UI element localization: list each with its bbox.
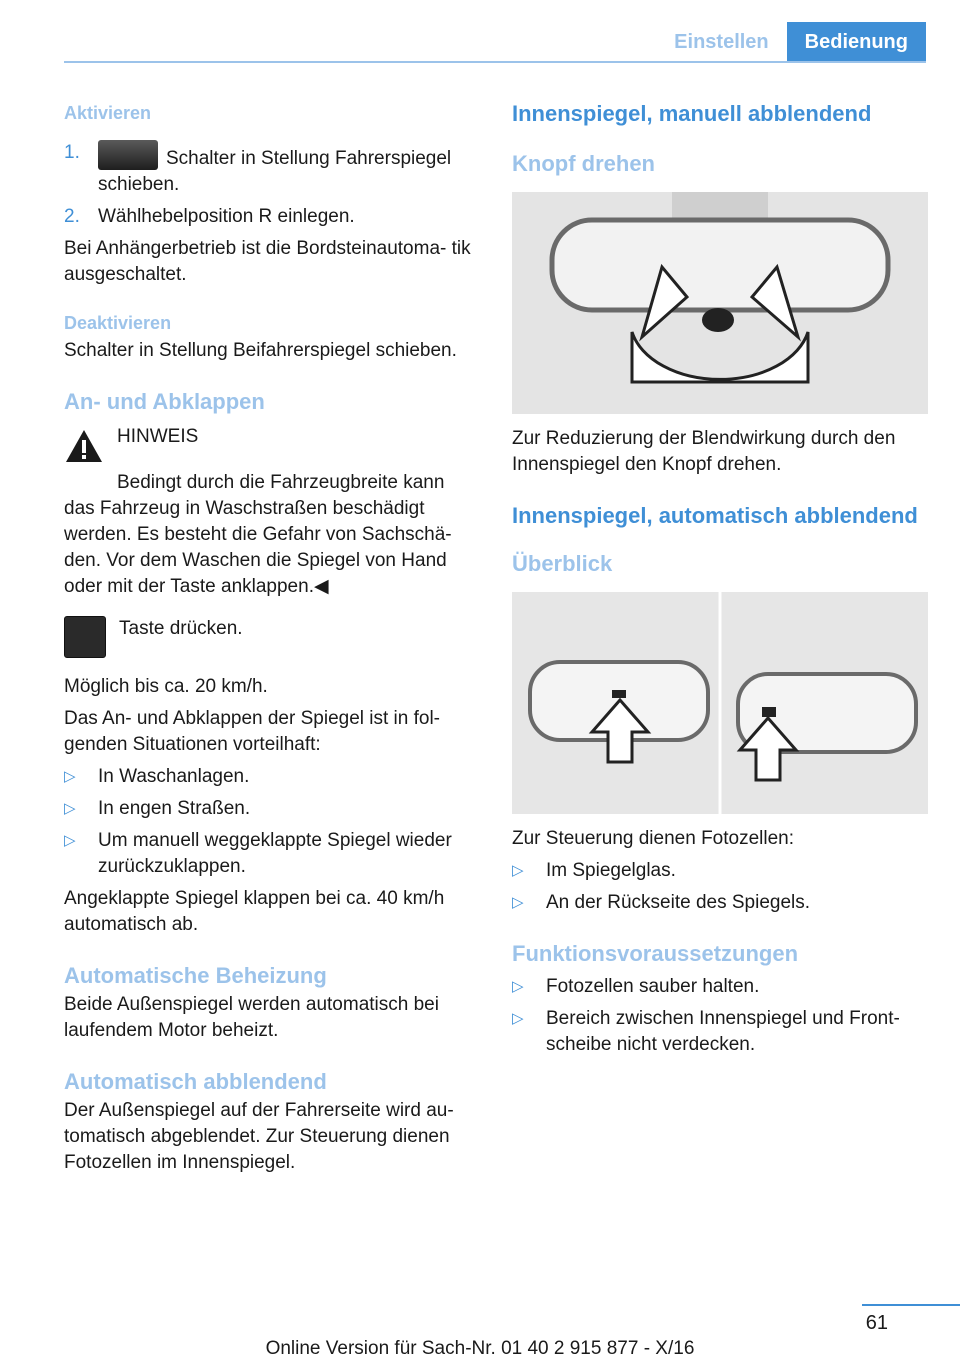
mirror-switch-icon [98, 140, 158, 170]
heading-ueberblick: Überblick [512, 551, 613, 576]
bullet-icon: ▷ [512, 862, 524, 879]
list-item: ▷ Um manuell weggeklappte Spiegel wieder zurückzuklappen. [64, 828, 476, 880]
bullet-icon: ▷ [512, 894, 524, 911]
header-rule [64, 61, 926, 63]
step-text: Schalter in Stellung Fahrerspiegel schieben. [98, 148, 452, 195]
left-column [64, 100, 476, 1176]
heading-manuell: Innenspiegel, manuell abblendend [512, 101, 872, 126]
paragraph-anhaenger: Bei Anhängerbetrieb ist die Bordsteinautoma‐ tik ausgeschaltet. [64, 238, 471, 285]
warning-text: Bedingt durch die Fahrzeugbreite kann das Fahrzeug in Waschstraßen beschädigt werden. Es besteht die Gefahr von Sachschä‐ den. Vor dem Waschen die Spiegel von Hand oder mit der Taste anklappen.◀ [64, 472, 452, 597]
heading-funktion: Funktionsvoraussetzungen [512, 941, 799, 966]
footer-text: Online Version für Sach-Nr. 01 40 2 915 877 - X/16 [265, 1338, 695, 1359]
list-item: ▷ Fotozellen sauber halten. [512, 974, 928, 1000]
fold-mirror-button-icon [64, 616, 106, 658]
paragraph-steuerung: Zur Steuerung dienen Fotozellen: [512, 828, 795, 849]
warning-triangle-icon [64, 428, 104, 464]
list-item: ▷ In Waschanlagen. [64, 764, 476, 790]
bullet-icon: ▷ [64, 768, 76, 785]
warning-box [64, 424, 476, 464]
heading-abblendend: Automatisch abblendend [64, 1069, 327, 1094]
paragraph-angeklappt: Angeklappte Spiegel klappen bei ca. 40 km/h automatisch ab. [64, 888, 445, 935]
header-tabs [656, 22, 926, 62]
bullet-icon: ▷ [512, 978, 524, 995]
step-text: Wählhebelposition R einlegen. [98, 206, 355, 227]
mirror-knob-illustration [512, 192, 928, 414]
step-1 [64, 140, 476, 198]
bullet-icon: ▷ [64, 832, 76, 849]
bullet-icon: ▷ [512, 1010, 524, 1027]
heading-automatisch: Innenspiegel, automatisch abblendend [512, 503, 918, 528]
heading-beheizung: Automatische Beheizung [64, 963, 327, 988]
paragraph-knopf: Zur Reduzierung der Blendwirkung durch den Innenspiegel den Knopf drehen. [512, 428, 896, 475]
page-number: 61 [865, 1312, 888, 1334]
step-number: 1. [64, 142, 80, 163]
bullet-icon: ▷ [64, 800, 76, 817]
key-text: Taste drücken. [119, 618, 243, 639]
paragraph-abblendend: Der Außenspiegel auf der Fahrerseite wird au‐ tomatisch abgeblendet. Zur Steuerung dienen Fotozellen im Innenspiegel. [64, 1100, 454, 1173]
tab-einstellen[interactable]: Einstellen [674, 31, 769, 53]
heading-knopf: Knopf drehen [512, 151, 655, 176]
list-item: ▷ Im Spiegelglas. [512, 858, 928, 884]
step-2 [64, 204, 476, 230]
footer-rule [862, 1304, 960, 1306]
list-item: ▷ In engen Straßen. [64, 796, 476, 822]
paragraph-deaktivieren: Schalter in Stellung Beifahrerspiegel schieben. [64, 340, 457, 361]
heading-anklappen: An- und Abklappen [64, 389, 265, 414]
warning-title: HINWEIS [117, 426, 199, 447]
heading-deaktivieren: Deaktivieren [64, 313, 172, 333]
step-number: 2. [64, 206, 80, 227]
photo-cells-illustration [512, 592, 928, 814]
right-column [512, 100, 928, 1058]
paragraph-moeglich: Möglich bis ca. 20 km/h. [64, 676, 268, 697]
key-row [64, 616, 476, 658]
tab-bedienung[interactable]: Bedienung [787, 22, 926, 62]
paragraph-beheizung: Beide Außenspiegel werden automatisch bei laufendem Motor beheizt. [64, 994, 439, 1041]
paragraph-vorteilhaft: Das An- und Abklappen der Spiegel ist in fol‐ genden Situationen vorteilhaft: [64, 708, 441, 755]
list-item: ▷ Bereich zwischen Innenspiegel und Front‐ scheibe nicht verdecken. [512, 1006, 928, 1058]
heading-aktivieren: Aktivieren [64, 103, 152, 123]
list-item: ▷ An der Rückseite des Spiegels. [512, 890, 928, 916]
